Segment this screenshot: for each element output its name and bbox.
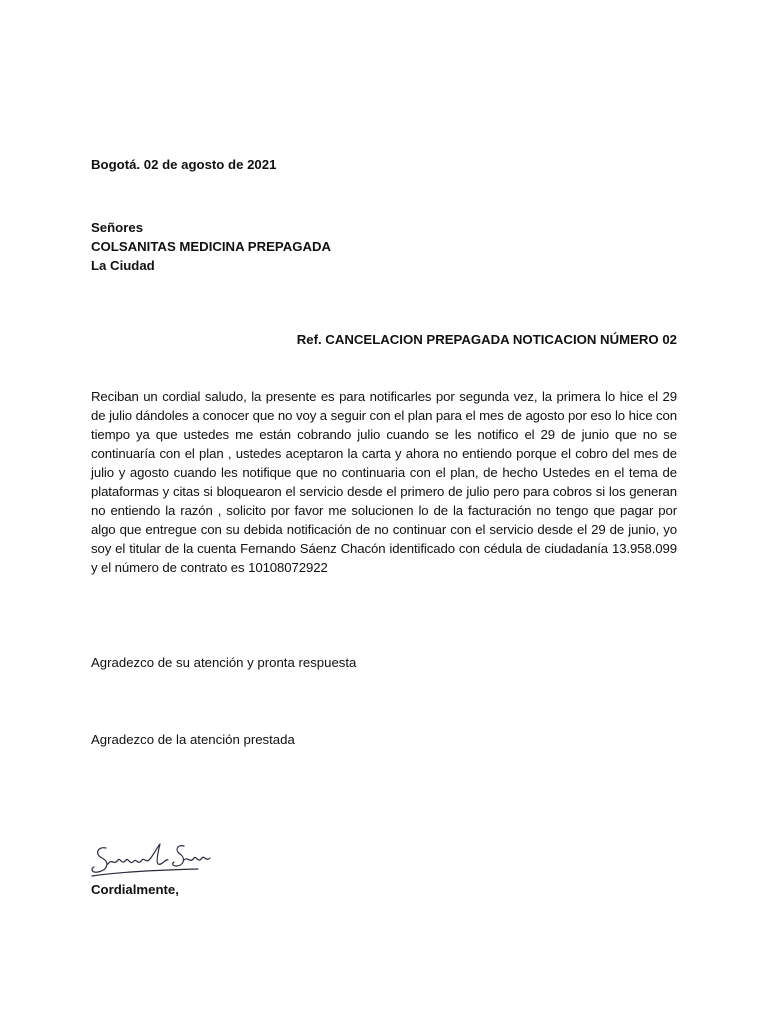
addressee-city: La Ciudad: [91, 258, 155, 273]
closing-line-1: Agradezco de su atención y pronta respuesta: [91, 655, 357, 670]
closing-line-2: Agradezco de la atención prestada: [91, 732, 295, 747]
addressee-block: [91, 218, 331, 275]
addressee-company: COLSANITAS MEDICINA PREPAGADA: [91, 239, 332, 254]
date-line: Bogotá. 02 de agosto de 2021: [91, 157, 277, 172]
handwritten-signature: [88, 836, 218, 886]
farewell-line: Cordialmente,: [91, 882, 179, 897]
reference-line: Ref. CANCELACION PREPAGADA NOTICACION NÚMERO 02: [296, 332, 677, 347]
addressee-salutation: Señores: [91, 220, 144, 235]
body-paragraph: Reciban un cordial saludo, la presente es para notificarles por segunda vez, la primera lo hice el 29 de julio dándoles a conocer que no voy a seguir con el plan para el mes de agosto por eso lo hice con tiempo ya que ustedes me están cobrando julio cuando se les notifico el 29 de junio que no se continuaría con el plan , ustedes aceptaron la carta y ahora no entiendo porque el cobro del mes de julio y agosto cuando les notifique que no continuaria con el plan, de hecho Ustedes en el tema de plataformas y citas si bloquearon el servicio desde el primero de julio pero para cobros si los generan no entiendo la razón , solicito por favor me solucionen lo de la facturación no tengo que pagar por algo que entregue con su debida notificación de no continuar con el servicio desde el 29 de junio, yo soy el titular de la cuenta Fernando Sáenz Chacón identificado con cédula de ciudadanía 13.958.099 y el número de contrato es 10108072922: [91, 389, 677, 575]
